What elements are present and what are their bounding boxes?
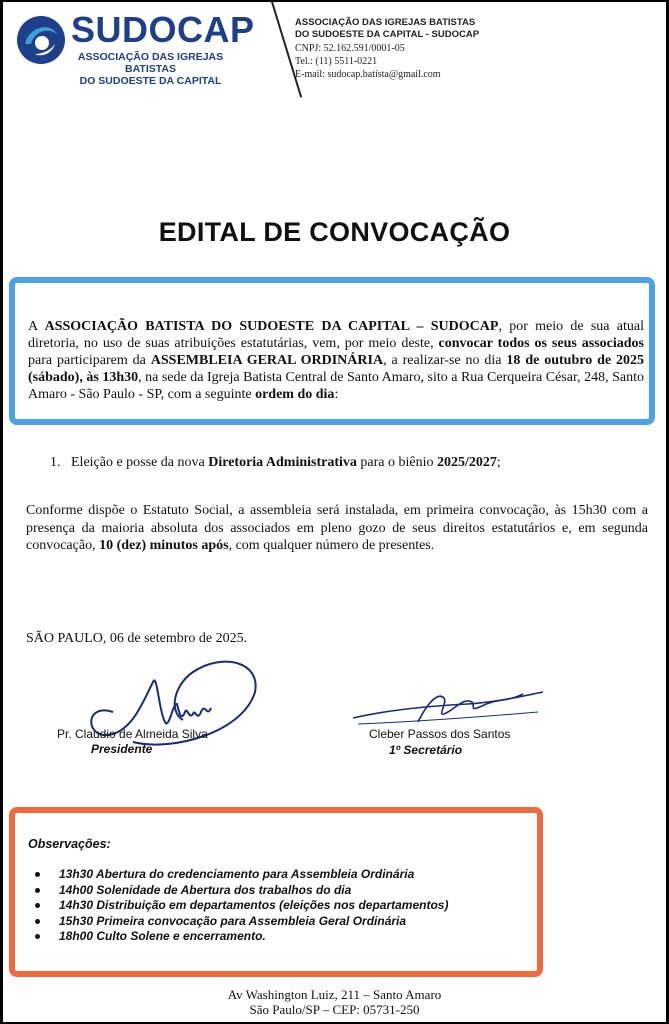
footer-address	[3, 987, 666, 1017]
list-item: 18h00 Culto Solene e encerramento.	[35, 929, 448, 945]
intro-bold-4: 18 de outubro de 2025 (sábado), às 13h30	[28, 353, 645, 385]
footer-line1: Av Washington Luiz, 211 – Santo Amaro	[227, 987, 442, 1002]
sudocap-logo-icon	[15, 14, 67, 66]
list-item: 15h30 Primeira convocação para Assembleia Geral Ordinária	[35, 914, 448, 930]
list-item: 14h30 Distribuição em departamentos (eleições nos departamentos)	[35, 898, 448, 914]
intro-bold-3: ASSEMBLEIA GERAL ORDINÁRIA	[150, 353, 384, 368]
intro-text-5: , na sede da Igreja Batista Central de Santo Amaro, sito a Rua Cerqueira César, 248, Santo Amaro - São Paulo - SP, com a seguinte	[28, 370, 644, 402]
header-phone: Tel.: (11) 5511-0221	[295, 56, 378, 67]
agenda-bold-2: 2025/2027	[437, 455, 497, 470]
header-cnpj: CNPJ: 52.162.591/0001-05	[295, 43, 405, 54]
intro-text-3: para participarem da	[28, 353, 151, 368]
logo-subtitle-line1: ASSOCIAÇÃO DAS IGREJAS BATISTAS	[77, 51, 224, 75]
statute-bold-1: 10 (dez) minutos após	[99, 538, 229, 553]
intro-text-6: :	[334, 387, 339, 402]
intro-text-1: A	[28, 319, 45, 334]
intro-text-4: , a realizar-se no dia	[383, 353, 507, 368]
agenda-number: 1.	[50, 455, 61, 470]
observations-list	[35, 867, 448, 945]
agenda-item	[50, 454, 501, 471]
statute-paragraph	[26, 502, 648, 555]
intro-paragraph	[28, 318, 644, 403]
intro-text-2: , por meio de sua atual diretoria, no uso de suas atribuições estatutárias, vem, por meio deste,	[28, 319, 644, 351]
observations-title: Observações:	[28, 837, 111, 851]
header-contact	[295, 42, 441, 81]
header-org-line1: ASSOCIAÇÃO DAS IGREJAS BATISTAS	[295, 17, 476, 28]
statute-text-2: , com qualquer número de presentes.	[228, 538, 435, 553]
intro-bold-1: ASSOCIAÇÃO BATISTA DO SUDOESTE DA CAPITAL – SUDOCAP	[44, 319, 499, 334]
secretary-name: Cleber Passos dos Santos	[369, 727, 511, 741]
logo-subtitle-line2: DO SUDOESTE DA CAPITAL	[79, 75, 222, 87]
header-email: E-mail: sudocap.batista@gmail.com	[295, 69, 441, 80]
agenda-bold-1: Diretoria Administrativa	[208, 455, 357, 470]
document-page	[3, 2, 666, 1022]
president-name: Pr. Claudio de Almeida Silva	[57, 727, 208, 741]
footer-line2: São Paulo/SP – CEP: 05731-250	[249, 1002, 420, 1017]
agenda-text-3: ;	[496, 455, 501, 470]
agenda-text-1: Eleição e posse da nova	[71, 455, 209, 470]
logo-name: SUDOCAP	[71, 9, 255, 50]
intro-bold-2: convocar todos os seus associados	[438, 336, 644, 351]
list-item: 13h30 Abertura do credenciamento para Assembleia Ordinária	[35, 867, 448, 883]
date-line: SÃO PAULO, 06 de setembro de 2025.	[26, 631, 248, 646]
agenda-text-2: para o biênio	[356, 455, 437, 470]
list-item: 14h00 Solenidade de Abertura dos trabalhos do dia	[35, 883, 448, 899]
logo-subtitle	[73, 51, 228, 87]
intro-bold-5: ordem do dia	[255, 387, 335, 402]
secretary-signature-icon	[348, 682, 548, 732]
president-role: Presidente	[91, 742, 153, 756]
statute-text-1: Conforme dispõe o Estatuto Social, a assembleia será instalada, em primeira convocação, às 15h30 com a presença da maioria absoluta dos associados em pleno gozo de seus direitos estatutários e, em segunda convocação,	[26, 503, 648, 553]
document-title: EDITAL DE CONVOCAÇÃO	[158, 217, 511, 247]
secretary-role: 1º Secretário	[389, 743, 463, 757]
header-organization	[295, 17, 479, 41]
header-org-line2: DO SUDOESTE DA CAPITAL - SUDOCAP	[295, 29, 480, 40]
